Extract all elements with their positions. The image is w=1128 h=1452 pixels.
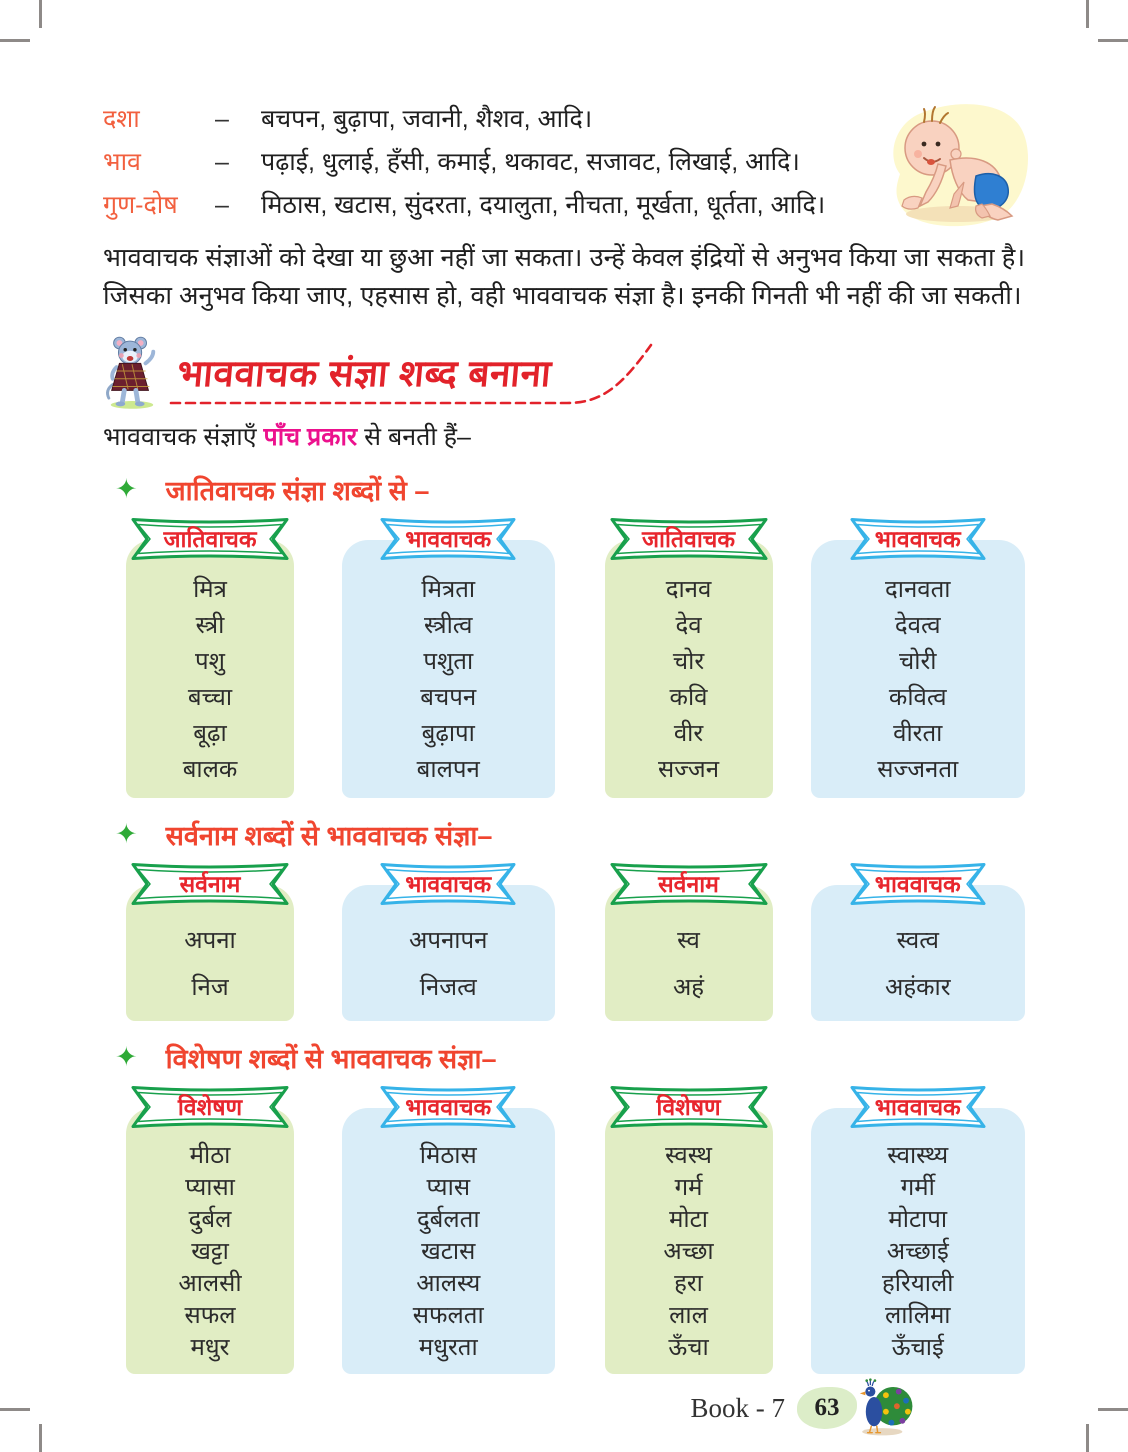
column-header-banner bbox=[123, 1084, 297, 1130]
word-item: स्त्री bbox=[195, 612, 225, 639]
crop-mark bbox=[0, 1408, 30, 1411]
column-header-banner bbox=[602, 516, 776, 562]
crop-mark bbox=[1098, 1408, 1128, 1411]
column-header-label: जातिवाचक bbox=[641, 526, 736, 552]
column-body bbox=[342, 540, 555, 798]
word-item: मित्रता bbox=[421, 576, 476, 603]
word-item: गर्म bbox=[674, 1174, 703, 1201]
section-title: सर्वनाम शब्दों से भाववाचक संज्ञा– bbox=[165, 821, 493, 851]
word-item: अच्छाई bbox=[886, 1238, 949, 1265]
column-header-label: भाववाचक bbox=[874, 871, 961, 897]
columns-row bbox=[103, 516, 1025, 798]
section-title: विशेषण शब्दों से भाववाचक संज्ञा– bbox=[165, 1044, 497, 1074]
word-item: वीर bbox=[673, 720, 704, 747]
word-column bbox=[126, 861, 294, 1021]
word-column bbox=[811, 861, 1025, 1021]
column-body bbox=[811, 1108, 1025, 1374]
word-item: खट्टा bbox=[191, 1238, 229, 1265]
word-column bbox=[342, 1084, 555, 1374]
crop-mark bbox=[1098, 39, 1128, 42]
column-body bbox=[811, 540, 1025, 798]
column-header-label: भाववाचक bbox=[874, 526, 961, 552]
column-header-label: विशेषण bbox=[656, 1094, 721, 1120]
word-item: प्यासा bbox=[185, 1174, 235, 1201]
word-item: दुर्बलता bbox=[416, 1206, 480, 1233]
word-item: दुर्बल bbox=[188, 1206, 232, 1233]
word-item: सफल bbox=[184, 1302, 236, 1329]
column-header-banner bbox=[842, 1084, 994, 1130]
word-item: मीठा bbox=[189, 1142, 231, 1169]
word-column bbox=[126, 1084, 294, 1374]
word-item: स्त्रीत्व bbox=[424, 612, 473, 639]
word-item: ऊँचाई bbox=[891, 1334, 944, 1361]
column-header-label: भाववाचक bbox=[405, 1094, 492, 1120]
word-item: आलस्य bbox=[416, 1270, 481, 1297]
crawling-baby-icon bbox=[880, 96, 1032, 234]
word-item: बालक bbox=[182, 756, 238, 783]
crop-mark bbox=[39, 1424, 42, 1452]
term-examples: मिठास, खटास, सुंदरता, दयालुता, नीचता, मूर्खता, धूर्तता, आदि। bbox=[261, 191, 826, 219]
word-item: मोटापा bbox=[888, 1206, 948, 1233]
word-item: सज्जनता bbox=[877, 756, 959, 783]
word-item: ऊँचा bbox=[668, 1334, 709, 1361]
word-item: मित्र bbox=[193, 576, 227, 603]
word-item: स्वत्व bbox=[896, 927, 939, 954]
word-item: निजत्व bbox=[419, 974, 477, 1001]
page-footer bbox=[103, 1378, 1025, 1438]
star-bullet-icon: ✦ bbox=[115, 1042, 138, 1072]
crawling-baby-illustration bbox=[880, 96, 1032, 234]
intro-line bbox=[103, 419, 1025, 453]
term-examples: पढ़ाई, धुलाई, हँसी, कमाई, थकावट, सजावट, लिखाई, आदि। bbox=[261, 148, 800, 176]
word-item: अहंकार bbox=[884, 974, 951, 1001]
word-item: दानव bbox=[665, 576, 712, 603]
page-number: 63 bbox=[814, 1394, 840, 1421]
word-item: बुढ़ापा bbox=[421, 720, 475, 747]
chapter-heading: भाववाचक संज्ञा शब्द बनाना bbox=[175, 353, 554, 394]
word-item: कवि bbox=[669, 684, 708, 711]
word-item: बच्चा bbox=[187, 684, 233, 711]
dash-separator: – bbox=[215, 191, 229, 219]
column-header-banner bbox=[123, 861, 297, 907]
word-item: अहं bbox=[672, 974, 705, 1001]
peacock-icon bbox=[853, 1378, 917, 1438]
word-column bbox=[342, 516, 555, 798]
word-item: वीरता bbox=[893, 720, 943, 747]
section-title-row bbox=[115, 816, 1025, 853]
column-header-label: सर्वनाम bbox=[179, 871, 241, 897]
section-title-row bbox=[115, 1039, 1025, 1076]
word-item: बालपन bbox=[416, 756, 480, 783]
intro-pre: भाववाचक संज्ञाएँ bbox=[103, 423, 264, 451]
word-item: प्यास bbox=[426, 1174, 471, 1201]
term-label: भाव bbox=[103, 148, 141, 176]
word-item: हरियाली bbox=[882, 1270, 954, 1297]
word-item: लालिमा bbox=[884, 1302, 951, 1329]
column-body bbox=[342, 1108, 555, 1374]
word-item: निज bbox=[191, 974, 229, 1001]
book-label: Book - 7 bbox=[690, 1392, 785, 1423]
explanation-paragraph: भाववाचक संज्ञाओं को देखा या छुआ नहीं जा सकता। उन्हें केवल इंद्रियों से अनुभव किया जा सकता है। जिसका अनुभव किया जाए, एहसास हो, वही भाववाचक संज्ञा है। इनकी गिनती भी नहीं की जा सकती। bbox=[103, 244, 1025, 310]
word-item: अच्छा bbox=[663, 1238, 714, 1265]
column-header-banner bbox=[602, 1084, 776, 1130]
column-header-banner bbox=[842, 516, 994, 562]
crop-mark bbox=[39, 0, 42, 28]
word-formation-section bbox=[103, 471, 1025, 798]
word-item: गर्मी bbox=[900, 1174, 935, 1201]
column-header-label: भाववाचक bbox=[405, 526, 492, 552]
word-item: मोटा bbox=[669, 1206, 708, 1233]
word-item: पशु bbox=[195, 648, 225, 675]
word-item: बचपन bbox=[420, 684, 477, 711]
crop-mark bbox=[0, 39, 30, 42]
word-column bbox=[811, 516, 1025, 798]
column-body bbox=[126, 540, 294, 798]
section-title-row bbox=[115, 471, 1025, 508]
word-item: कवित्व bbox=[888, 684, 947, 711]
word-column bbox=[126, 516, 294, 798]
word-item: देवत्व bbox=[894, 612, 941, 639]
word-item: चोर bbox=[672, 648, 705, 675]
word-formation-section bbox=[103, 1039, 1025, 1374]
word-item: अपना bbox=[184, 927, 236, 954]
intro-highlight: पाँच प्रकार bbox=[263, 423, 358, 451]
column-body bbox=[126, 1108, 294, 1374]
column-header-label: भाववाचक bbox=[874, 1094, 961, 1120]
column-header-label: विशेषण bbox=[177, 1094, 243, 1120]
intro-post: से बनती हैं– bbox=[357, 423, 471, 451]
columns-row bbox=[103, 861, 1025, 1021]
column-header-banner bbox=[372, 861, 524, 907]
word-column bbox=[605, 861, 773, 1021]
cat-mascot-icon bbox=[103, 333, 161, 411]
word-item: मधुरता bbox=[418, 1334, 478, 1361]
word-item: स्व bbox=[677, 927, 700, 954]
column-header-label: सर्वनाम bbox=[658, 871, 719, 897]
word-column bbox=[605, 516, 773, 798]
columns-row bbox=[103, 1084, 1025, 1374]
column-header-label: भाववाचक bbox=[405, 871, 492, 897]
word-item: मिठास bbox=[419, 1142, 477, 1169]
column-body bbox=[605, 540, 773, 798]
word-formation-section bbox=[103, 816, 1025, 1021]
word-item: पशुता bbox=[423, 648, 474, 675]
column-header-banner bbox=[372, 1084, 524, 1130]
word-item: दानवता bbox=[884, 576, 951, 603]
term-examples: बचपन, बुढ़ापा, जवानी, शैशव, आदि। bbox=[261, 105, 593, 133]
column-header-banner bbox=[602, 861, 776, 907]
word-item: स्वास्थ्य bbox=[887, 1142, 949, 1169]
term-label: गुण-दोष bbox=[103, 191, 178, 219]
column-header-label: जातिवाचक bbox=[163, 526, 257, 552]
word-item: खटास bbox=[421, 1238, 476, 1265]
crop-mark bbox=[1086, 1424, 1089, 1452]
word-item: हरा bbox=[674, 1270, 703, 1297]
word-item: अपनापन bbox=[409, 927, 488, 954]
word-item: सज्जन bbox=[657, 756, 720, 783]
column-header-banner bbox=[123, 516, 297, 562]
column-body bbox=[605, 1108, 773, 1374]
chapter-heading-row bbox=[103, 331, 1025, 411]
word-item: बूढ़ा bbox=[193, 720, 227, 747]
word-item: चोरी bbox=[899, 648, 937, 675]
crop-mark bbox=[1086, 0, 1089, 28]
word-item: आलसी bbox=[178, 1270, 242, 1297]
star-bullet-icon: ✦ bbox=[115, 819, 138, 849]
word-column bbox=[342, 861, 555, 1021]
word-item: देव bbox=[675, 612, 702, 639]
term-label: दशा bbox=[103, 105, 140, 133]
column-header-banner bbox=[842, 861, 994, 907]
dash-separator: – bbox=[215, 148, 229, 176]
dash-separator: – bbox=[215, 105, 229, 133]
word-item: सफलता bbox=[412, 1302, 484, 1329]
section-title: जातिवाचक संज्ञा शब्दों से – bbox=[165, 476, 430, 506]
word-column bbox=[811, 1084, 1025, 1374]
word-column bbox=[605, 1084, 773, 1374]
word-item: स्वस्थ bbox=[665, 1142, 712, 1169]
star-bullet-icon: ✦ bbox=[115, 474, 138, 504]
page-number-badge bbox=[797, 1387, 857, 1429]
column-header-banner bbox=[372, 516, 524, 562]
word-item: मधुर bbox=[190, 1334, 230, 1361]
word-item: लाल bbox=[669, 1302, 708, 1329]
word-tables bbox=[103, 471, 1025, 1374]
